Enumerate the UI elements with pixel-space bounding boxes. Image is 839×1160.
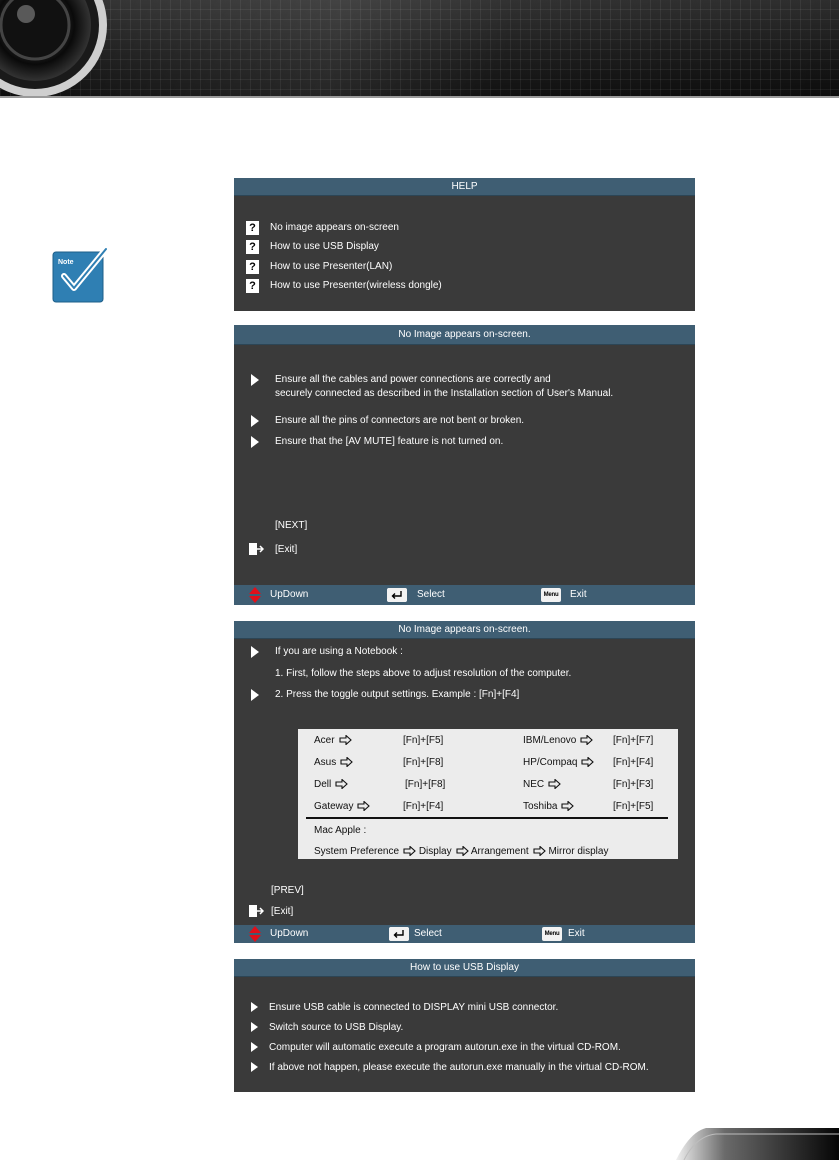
hotkey-brand	[314, 801, 370, 813]
bullet-arrow-icon	[251, 689, 259, 701]
bullet-text: securely connected as described in the Installation section of User's Manual.	[275, 388, 614, 399]
mac-apple-label: Mac Apple :	[314, 825, 367, 836]
bullet-arrow-icon	[251, 1002, 258, 1012]
right-arrow-icon	[580, 735, 593, 745]
usb-panel-title: How to use USB Display	[234, 959, 695, 977]
bullet-arrow-icon	[251, 415, 259, 427]
usb-display-panel	[234, 959, 695, 1092]
prev-link[interactable]: [PREV]	[271, 885, 304, 896]
brand-name: NEC	[523, 779, 545, 790]
mac-path-step: System Preference	[314, 846, 400, 857]
hotkey-brand	[523, 801, 574, 813]
right-arrow-icon	[335, 779, 348, 789]
menu-key-icon: Menu	[541, 588, 561, 602]
bullet-text: If above not happen, please execute the autorun.exe manually in the virtual CD-ROM.	[269, 1062, 649, 1073]
hotkey-keys: [Fn]+[F3]	[613, 779, 654, 790]
brand-name: Asus	[314, 757, 337, 768]
step1-text: 1. First, follow the steps above to adjust resolution of the computer.	[275, 668, 572, 679]
exit-icon[interactable]	[248, 904, 264, 918]
projector-lens-icon	[0, 0, 110, 98]
next-link[interactable]: [NEXT]	[275, 520, 308, 531]
right-arrow-icon	[340, 757, 353, 767]
brand-name: Acer	[314, 735, 335, 746]
hotkey-brand	[523, 757, 594, 769]
hotkey-keys: [Fn]+[F5]	[403, 735, 444, 746]
bullet-text: Ensure all the pins of connectors are not bent or broken.	[275, 415, 525, 426]
hotkey-brand	[314, 735, 352, 747]
mac-path-step: Arrangement	[470, 846, 529, 857]
exit-link[interactable]: [Exit]	[271, 906, 294, 917]
notebook-text: If you are using a Notebook :	[275, 646, 403, 657]
hotkey-keys: [Fn]+[F8]	[405, 779, 446, 790]
note-label: Note	[58, 259, 74, 266]
navigation-bar	[234, 585, 695, 605]
bullet-text: Ensure all the cables and power connections are correctly and	[275, 374, 551, 385]
help-item-label: No image appears on-screen	[270, 222, 399, 233]
hotkey-keys: [Fn]+[F4]	[613, 757, 654, 768]
select-label: Select	[414, 928, 442, 939]
hotkey-brand	[314, 779, 348, 791]
page-header-banner	[0, 0, 839, 98]
question-icon: ?	[246, 221, 259, 235]
brand-name: HP/Compaq	[523, 757, 578, 768]
hotkey-keys: [Fn]+[F5]	[613, 801, 654, 812]
bullet-text: Ensure USB cable is connected to DISPLAY mini USB connector.	[269, 1002, 559, 1013]
banner-bottom-rule	[0, 96, 839, 98]
help-item-usb-display[interactable]	[246, 239, 379, 254]
right-arrow-icon	[339, 735, 352, 745]
no-image-panel-2-title: No Image appears on-screen.	[234, 621, 695, 639]
exit-icon[interactable]	[248, 542, 264, 556]
question-icon: ?	[246, 279, 259, 293]
mac-path	[314, 846, 608, 858]
navigation-bar	[234, 925, 695, 943]
hotkey-keys: [Fn]+[F8]	[403, 757, 444, 768]
right-arrow-icon	[403, 846, 416, 856]
updown-label: UpDown	[270, 589, 309, 600]
hotkey-brand	[523, 735, 593, 747]
banner-shine	[0, 0, 839, 98]
help-item-label: How to use Presenter(LAN)	[270, 261, 393, 272]
hotkey-keys: [Fn]+[F4]	[403, 801, 444, 812]
bullet-text: Ensure that the [AV MUTE] feature is not turned on.	[275, 436, 504, 447]
help-panel-title: HELP	[234, 178, 695, 196]
right-arrow-icon	[533, 846, 546, 856]
menu-key-icon: Menu	[542, 927, 562, 941]
bullet-text: Computer will automatic execute a program autorun.exe in the virtual CD-ROM.	[269, 1042, 621, 1053]
help-panel	[234, 178, 695, 311]
question-icon: ?	[246, 260, 259, 274]
hotkey-brand	[314, 757, 353, 769]
right-arrow-icon	[357, 801, 370, 811]
exit-nav-label: Exit	[568, 928, 585, 939]
brand-name: Gateway	[314, 801, 354, 812]
hotkey-table	[298, 729, 678, 859]
right-arrow-icon	[581, 757, 594, 767]
help-item-presenter-lan[interactable]	[246, 259, 392, 274]
brand-name: Dell	[314, 779, 332, 790]
right-arrow-icon	[548, 779, 561, 789]
hotkey-keys: [Fn]+[F7]	[613, 735, 654, 746]
bullet-arrow-icon	[251, 1062, 258, 1072]
bullet-arrow-icon	[251, 436, 259, 448]
mac-path-step: Display	[418, 846, 452, 857]
no-image-panel-1-title: No Image appears on-screen.	[234, 325, 695, 345]
bullet-arrow-icon	[251, 646, 259, 658]
help-item-label: How to use Presenter(wireless dongle)	[270, 280, 442, 291]
help-item-presenter-wireless[interactable]	[246, 278, 442, 293]
bullet-arrow-icon	[251, 374, 259, 386]
step2-text: 2. Press the toggle output settings. Example : [Fn]+[F4]	[275, 689, 520, 700]
question-icon: ?	[246, 240, 259, 254]
help-item-label: How to use USB Display	[270, 241, 379, 252]
brand-name: Toshiba	[523, 801, 558, 812]
exit-nav-label: Exit	[570, 589, 587, 600]
brand-name: IBM/Lenovo	[523, 735, 577, 746]
enter-key-icon	[387, 588, 407, 602]
select-label: Select	[417, 589, 445, 600]
updown-icon	[249, 926, 261, 942]
right-arrow-icon	[456, 846, 469, 856]
no-image-panel-1	[234, 325, 695, 605]
note-checkmark-icon	[50, 246, 110, 304]
updown-icon	[249, 587, 261, 603]
hotkey-divider	[306, 817, 668, 819]
enter-key-icon	[389, 927, 409, 941]
updown-label: UpDown	[270, 928, 309, 939]
bullet-arrow-icon	[251, 1022, 258, 1032]
exit-link[interactable]: [Exit]	[275, 544, 298, 555]
help-item-no-image[interactable]	[246, 220, 399, 235]
page-corner-decoration	[676, 1128, 839, 1160]
bullet-arrow-icon	[251, 1042, 258, 1052]
no-image-panel-2	[234, 621, 695, 943]
right-arrow-icon	[561, 801, 574, 811]
bullet-text: Switch source to USB Display.	[269, 1022, 404, 1033]
mac-path-step: Mirror display	[548, 846, 609, 857]
hotkey-brand	[523, 779, 561, 791]
